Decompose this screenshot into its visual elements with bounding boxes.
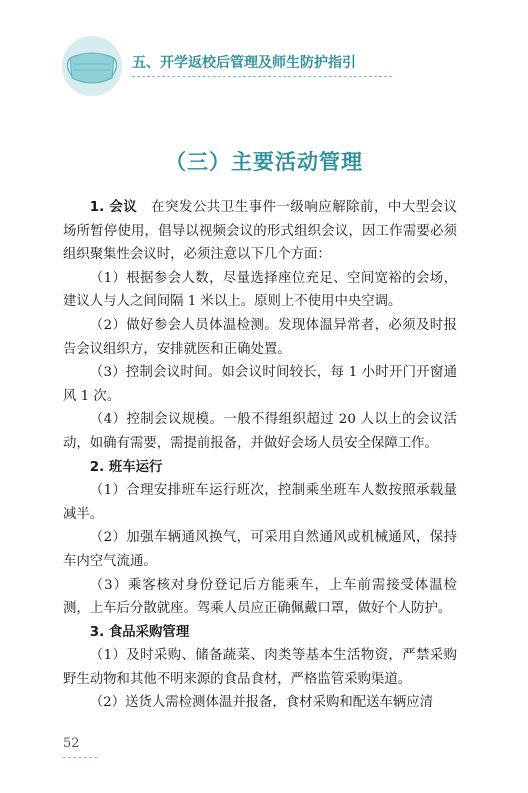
item-heading: 3. 食品采购管理 <box>89 624 190 640</box>
footer-divider <box>63 757 97 758</box>
paragraph: （4）控制会议规模。一般不得组织超过 20 人以上的会议活动，如确有需要，需提前报备，并做好会场人员安全保障工作。 <box>63 412 457 451</box>
header-divider <box>132 76 392 77</box>
paragraph <box>63 621 457 645</box>
paragraph: （2）送货人需检测体温并报备，食材采购和配送车辆应清 <box>89 695 434 711</box>
section-title: （三）主要活动管理 <box>165 149 363 174</box>
item-heading: 2. 班车运行 <box>89 459 163 475</box>
paragraph: （1）及时采购、储备蔬菜、肉类等基本生活物资，严禁采购野生动物和其他不明来源的食品食材，严格监管采购渠道。 <box>63 648 457 687</box>
body-text <box>63 196 457 715</box>
item-heading: 1. 会议 <box>89 200 138 215</box>
paragraph: （2）做好参会人员体温检测。发现体温异常者，必须及时报告会议组织方，安排就医和正确处置。 <box>63 317 457 357</box>
paragraph: （3）控制会议时间。如会议时间较长，每 1 小时开门开窗通风 1 次。 <box>63 365 457 404</box>
face-mask-icon <box>62 36 122 96</box>
paragraph: （1）合理安排班车运行班次，控制乘坐班车人数按照承载量减半。 <box>63 483 457 522</box>
paragraph-text: 在突发公共卫生事件一级响应解除前，中大型会议场所暂停使用，倡导以视频会议的形式组织会议，因工作需要必须组织聚集性会议时，必须注意以下几个方面： <box>63 200 457 263</box>
chapter-title: 五、开学返校后管理及师生防护指引 <box>132 55 356 71</box>
paragraph: （1）根据参会人数，尽量选择座位充足、空间宽裕的会场，建议人与人之间间隔 1 米以上。原则上不使用中央空调。 <box>63 270 457 310</box>
page-number: 52 <box>63 736 80 751</box>
paragraph <box>63 456 457 480</box>
paragraph: （2）加强车辆通风换气，可采用自然通风或机械通风，保持车内空气流通。 <box>63 530 457 569</box>
page-header <box>62 36 362 96</box>
paragraph: （3）乘客核对身份登记后方能乘车，上车前需接受体温检测，上车后分散就座。驾乘人员应正确佩戴口罩，做好个人防护。 <box>63 577 457 617</box>
paragraph <box>63 196 457 267</box>
